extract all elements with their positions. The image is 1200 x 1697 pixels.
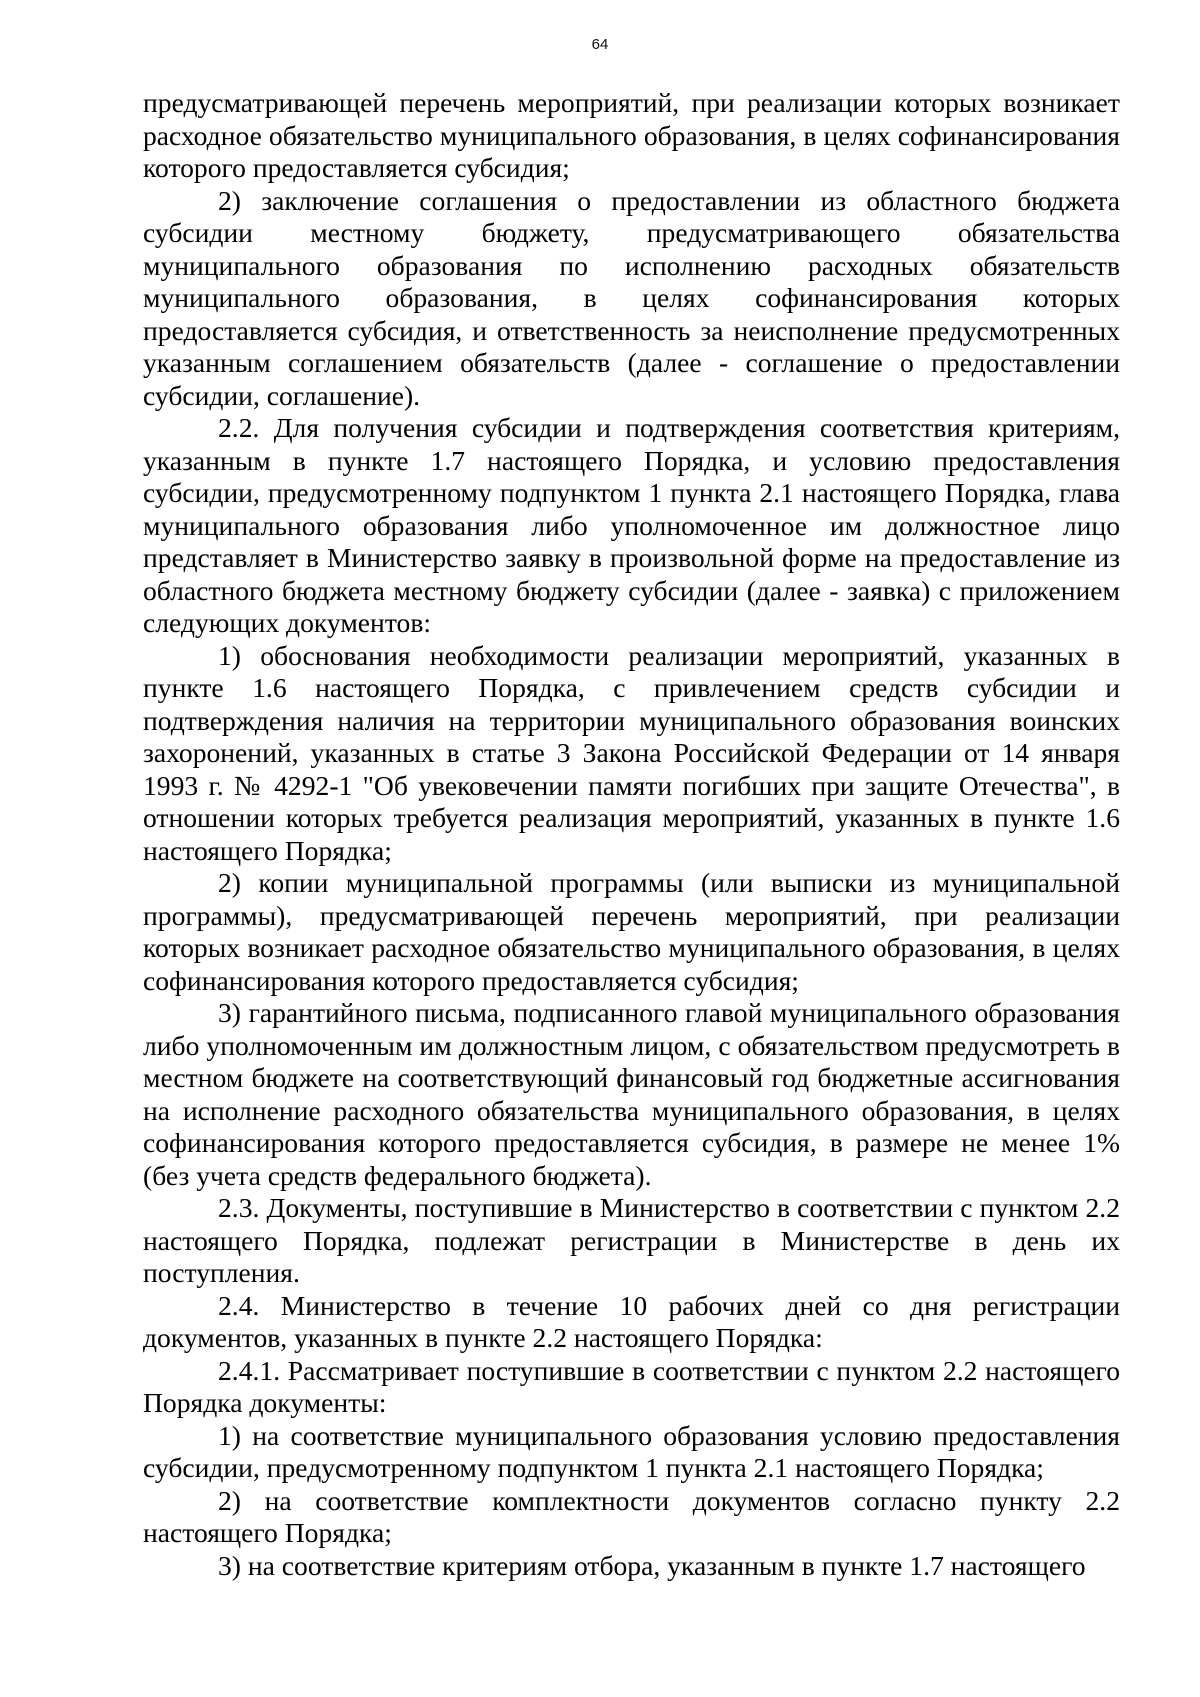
paragraph-2-4-1-item-1: 1) на соответствие муниципального образования условию предоставления субсидии, предусмотренному подпунктом 1 пункта 2.1 настоящего Порядка; [143, 1419, 1120, 1483]
paragraph-continuation: предусматривающей перечень мероприятий, при реализации которых возникает расходное обязательство муниципального образования, в целях софинансирования которого предоставляется субсидия; [143, 87, 1120, 183]
paragraph-2-2-item-1: 1) обоснования необходимости реализации мероприятий, указанных в пункте 1.6 настоящего Порядка, с привлечением средств субсидии и подтверждения наличия на территории муниципального образования воинских захоронений, указанных в статье 3 Закона Российской Федерации от 14 января 1993 г. № 4292-1 "Об увековечении памяти погибших при защите Отечества", в отношении которых требуется реализация мероприятий, указанных в пункте 1.6 настоящего Порядка; [143, 639, 1120, 866]
paragraph-2-3: 2.3. Документы, поступившие в Министерство в соответствии с пунктом 2.2 настоящего Порядка, подлежат регистрации в Министерстве в день их поступления. [143, 1192, 1120, 1288]
paragraph-2-4-1: 2.4.1. Рассматривает поступившие в соответствии с пунктом 2.2 настоящего Порядка документы: [143, 1354, 1120, 1418]
paragraph-2-4-1-item-2: 2) на соответствие комплектности документов согласно пункту 2.2 настоящего Порядка; [143, 1484, 1120, 1548]
paragraph-2-2-item-3: 3) гарантийного письма, подписанного главой муниципального образования либо уполномоченным им должностным лицом, с обязательством предусмотреть в местном бюджете на соответствующий финансовый год бюджетные ассигнования на исполнение расходного обязательства муниципального образования, в целях софинансирования которого предоставляется субсидия, в размере не менее 1% (без учета средств федерального бюджета). [143, 997, 1120, 1191]
paragraph-item-2-agreement: 2) заключение соглашения о предоставлении из областного бюджета субсидии местному бюджету, предусматривающего обязательства муниципального образования по исполнению расходных обязательств муниципального образования, в целях софинансирования которых предоставляется субсидия, и ответственность за неисполнение предусмотренных указанным соглашением обязательств (далее - соглашение о предоставлении субсидии, соглашение). [143, 184, 1120, 411]
paragraph-2-4-1-item-3: 3) на соответствие критериям отбора, указанным в пункте 1.7 настоящего [218, 1549, 1086, 1581]
paragraph-2-4: 2.4. Министерство в течение 10 рабочих дней со дня регистрации документов, указанных в пункте 2.2 настоящего Порядка: [143, 1289, 1120, 1353]
paragraph-2-2-item-2: 2) копии муниципальной программы (или выписки из муниципальной программы), предусматривающей перечень мероприятий, при реализации которых возникает расходное обязательство муниципального образования, в целях софинансирования которого предоставляется субсидия; [143, 867, 1120, 996]
document-body [143, 87, 1120, 1582]
paragraph-2-2: 2.2. Для получения субсидии и подтверждения соответствия критериям, указанным в пункте 1.7 настоящего Порядка, и условию предоставления субсидии, предусмотренному подпунктом 1 пункта 2.1 настоящего Порядка, глава муниципального образования либо уполномоченное им должностное лицо представляет в Министерство заявку в произвольной форме на предоставление из областного бюджета местному бюджету субсидии (далее - заявка) с приложением следующих документов: [143, 412, 1120, 638]
page-number: 64 [591, 36, 609, 53]
